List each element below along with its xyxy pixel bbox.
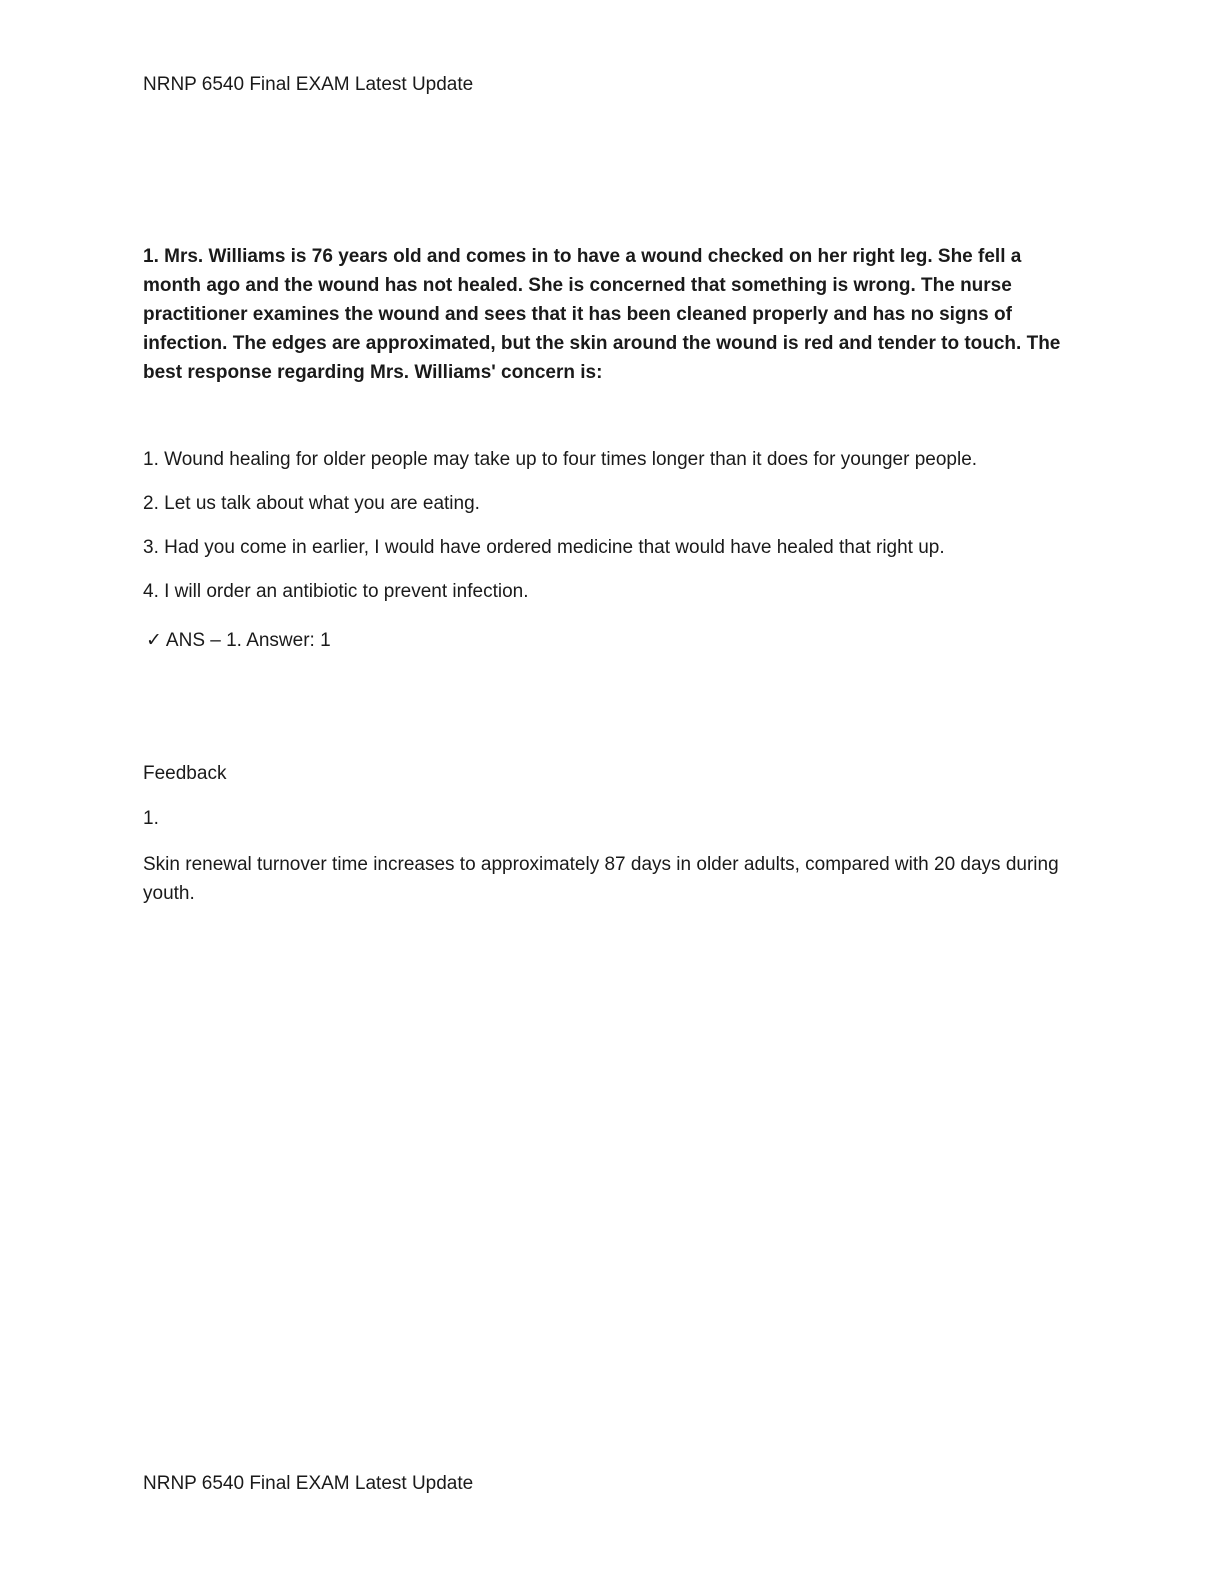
feedback-number: 1. (143, 808, 159, 829)
check-icon: ✓ (146, 629, 162, 651)
question-text: 1. Mrs. Williams is 76 years old and comes in to have a wound checked on her right leg. She fell a month ago and the wound has not healed. She is concerned that something is wrong. The nurse practitioner examines the wound and sees that it has been cleaned properly and has no signs of infection. The edges are approximated, but the skin around the wound is red and tender to touch. The best response regarding Mrs. Williams' concern is: (143, 246, 1061, 383)
page-header: NRNP 6540 Final EXAM Latest Update (143, 74, 474, 95)
feedback-text: Skin renewal turnover time increases to approximately 87 days in older adults, compared with 20 days during youth. (143, 854, 1059, 904)
answer-option-4: 4. I will order an antibiotic to prevent infection. (143, 581, 529, 602)
correct-answer-text: ANS – 1. Answer: 1 (165, 630, 331, 651)
answer-option-1: 1. Wound healing for older people may take up to four times longer than it does for younger people. (143, 449, 978, 470)
answer-option-2: 2. Let us talk about what you are eating. (143, 493, 480, 514)
feedback-heading: Feedback (143, 763, 227, 784)
answer-option-3: 3. Had you come in earlier, I would have ordered medicine that would have healed that right up. (143, 537, 945, 558)
answer-options-list (143, 448, 1073, 624)
page-footer: NRNP 6540 Final EXAM Latest Update (143, 1473, 474, 1494)
correct-answer (146, 628, 331, 653)
